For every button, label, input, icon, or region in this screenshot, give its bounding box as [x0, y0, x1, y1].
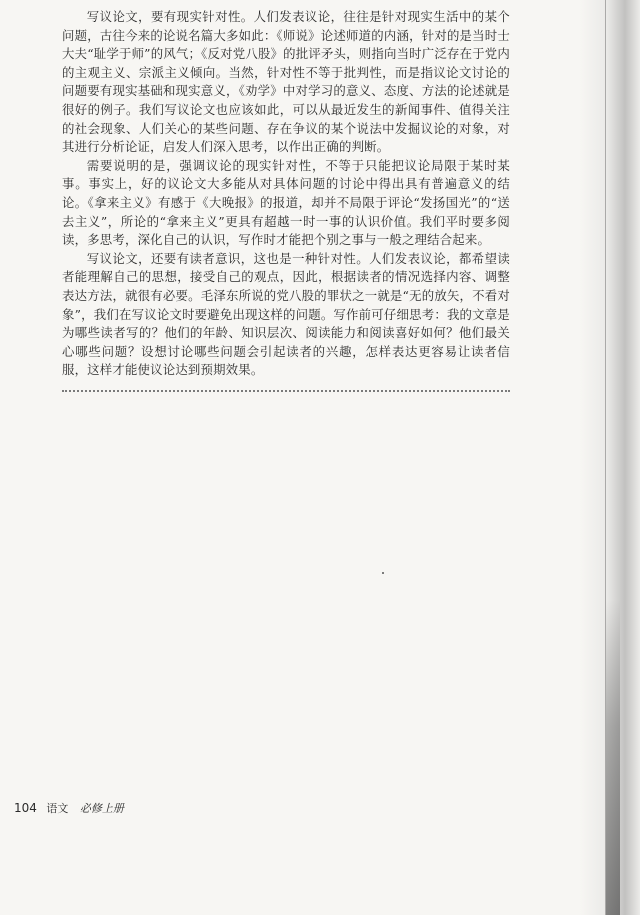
page-footer — [14, 800, 124, 816]
binding-dark-strip — [606, 600, 620, 915]
paragraph-3: 写议论文，还要有读者意识，这也是一种针对性。人们发表议论，都希望读者能理解自己的思想，接受自己的观点，因此，根据读者的情况选择内容、调整表达方法，就很有必要。毛泽东所说的党八股的罪状之一就是“无的放矢，不看对象”，我们在写议论文时要避免出现这样的问题。写作前可仔细思考：我的文章是为哪些读者写的？他们的年龄、知识层次、阅读能力和阅读喜好如何？他们最关心哪些问题？设想讨论哪些问题会引起读者的兴趣，怎样表达更容易让读者信服，这样才能使议论达到预期效果。 — [62, 250, 510, 378]
subject-label: 语文 — [46, 802, 69, 815]
paragraph-2: 需要说明的是，强调议论的现实针对性，不等于只能把议论局限于某时某事。事实上，好的议论文大多能从对具体问题的讨论中得出具有普遍意义的结论。《拿来主义》有感于《大晚报》的报道，却并不局限于评论“发扬国光”的“送去主义”，所论的“拿来主义”更具有超越一时一事的认识价值。我们平时要多阅读，多思考，深化自己的认识，写作时才能把个别之事与一般之理结合起来。 — [62, 157, 510, 248]
paragraph-1: 写议论文，要有现实针对性。人们发表议论，往往是针对现实生活中的某个问题，古往今来的论说名篇大多如此：《师说》论述师道的内涵，针对的是当时士大夫“耻学于师”的风气；《反对党八股》的批评矛头，则指向当时广泛存在于党内的主观主义、宗派主义倾向。当然，针对性不等于批判性，而是指议论文讨论的问题要有现实基础和现实意义，《劝学》中对学习的意义、态度、方法的论述就是很好的例子。我们写议论文也应该如此，可以从最近发生的新闻事件、值得关注的社会现象、人们关心的某些问题、存在争议的某个说法中发掘议论的对象，对其进行分析论证，启发人们深入思考，以作出正确的判断。 — [62, 9, 510, 155]
section-end-divider — [62, 390, 510, 392]
main-text — [62, 8, 510, 392]
page-number: 104 — [14, 801, 37, 815]
scan-speck — [382, 572, 384, 574]
volume-label: 必修上册 — [79, 802, 124, 815]
